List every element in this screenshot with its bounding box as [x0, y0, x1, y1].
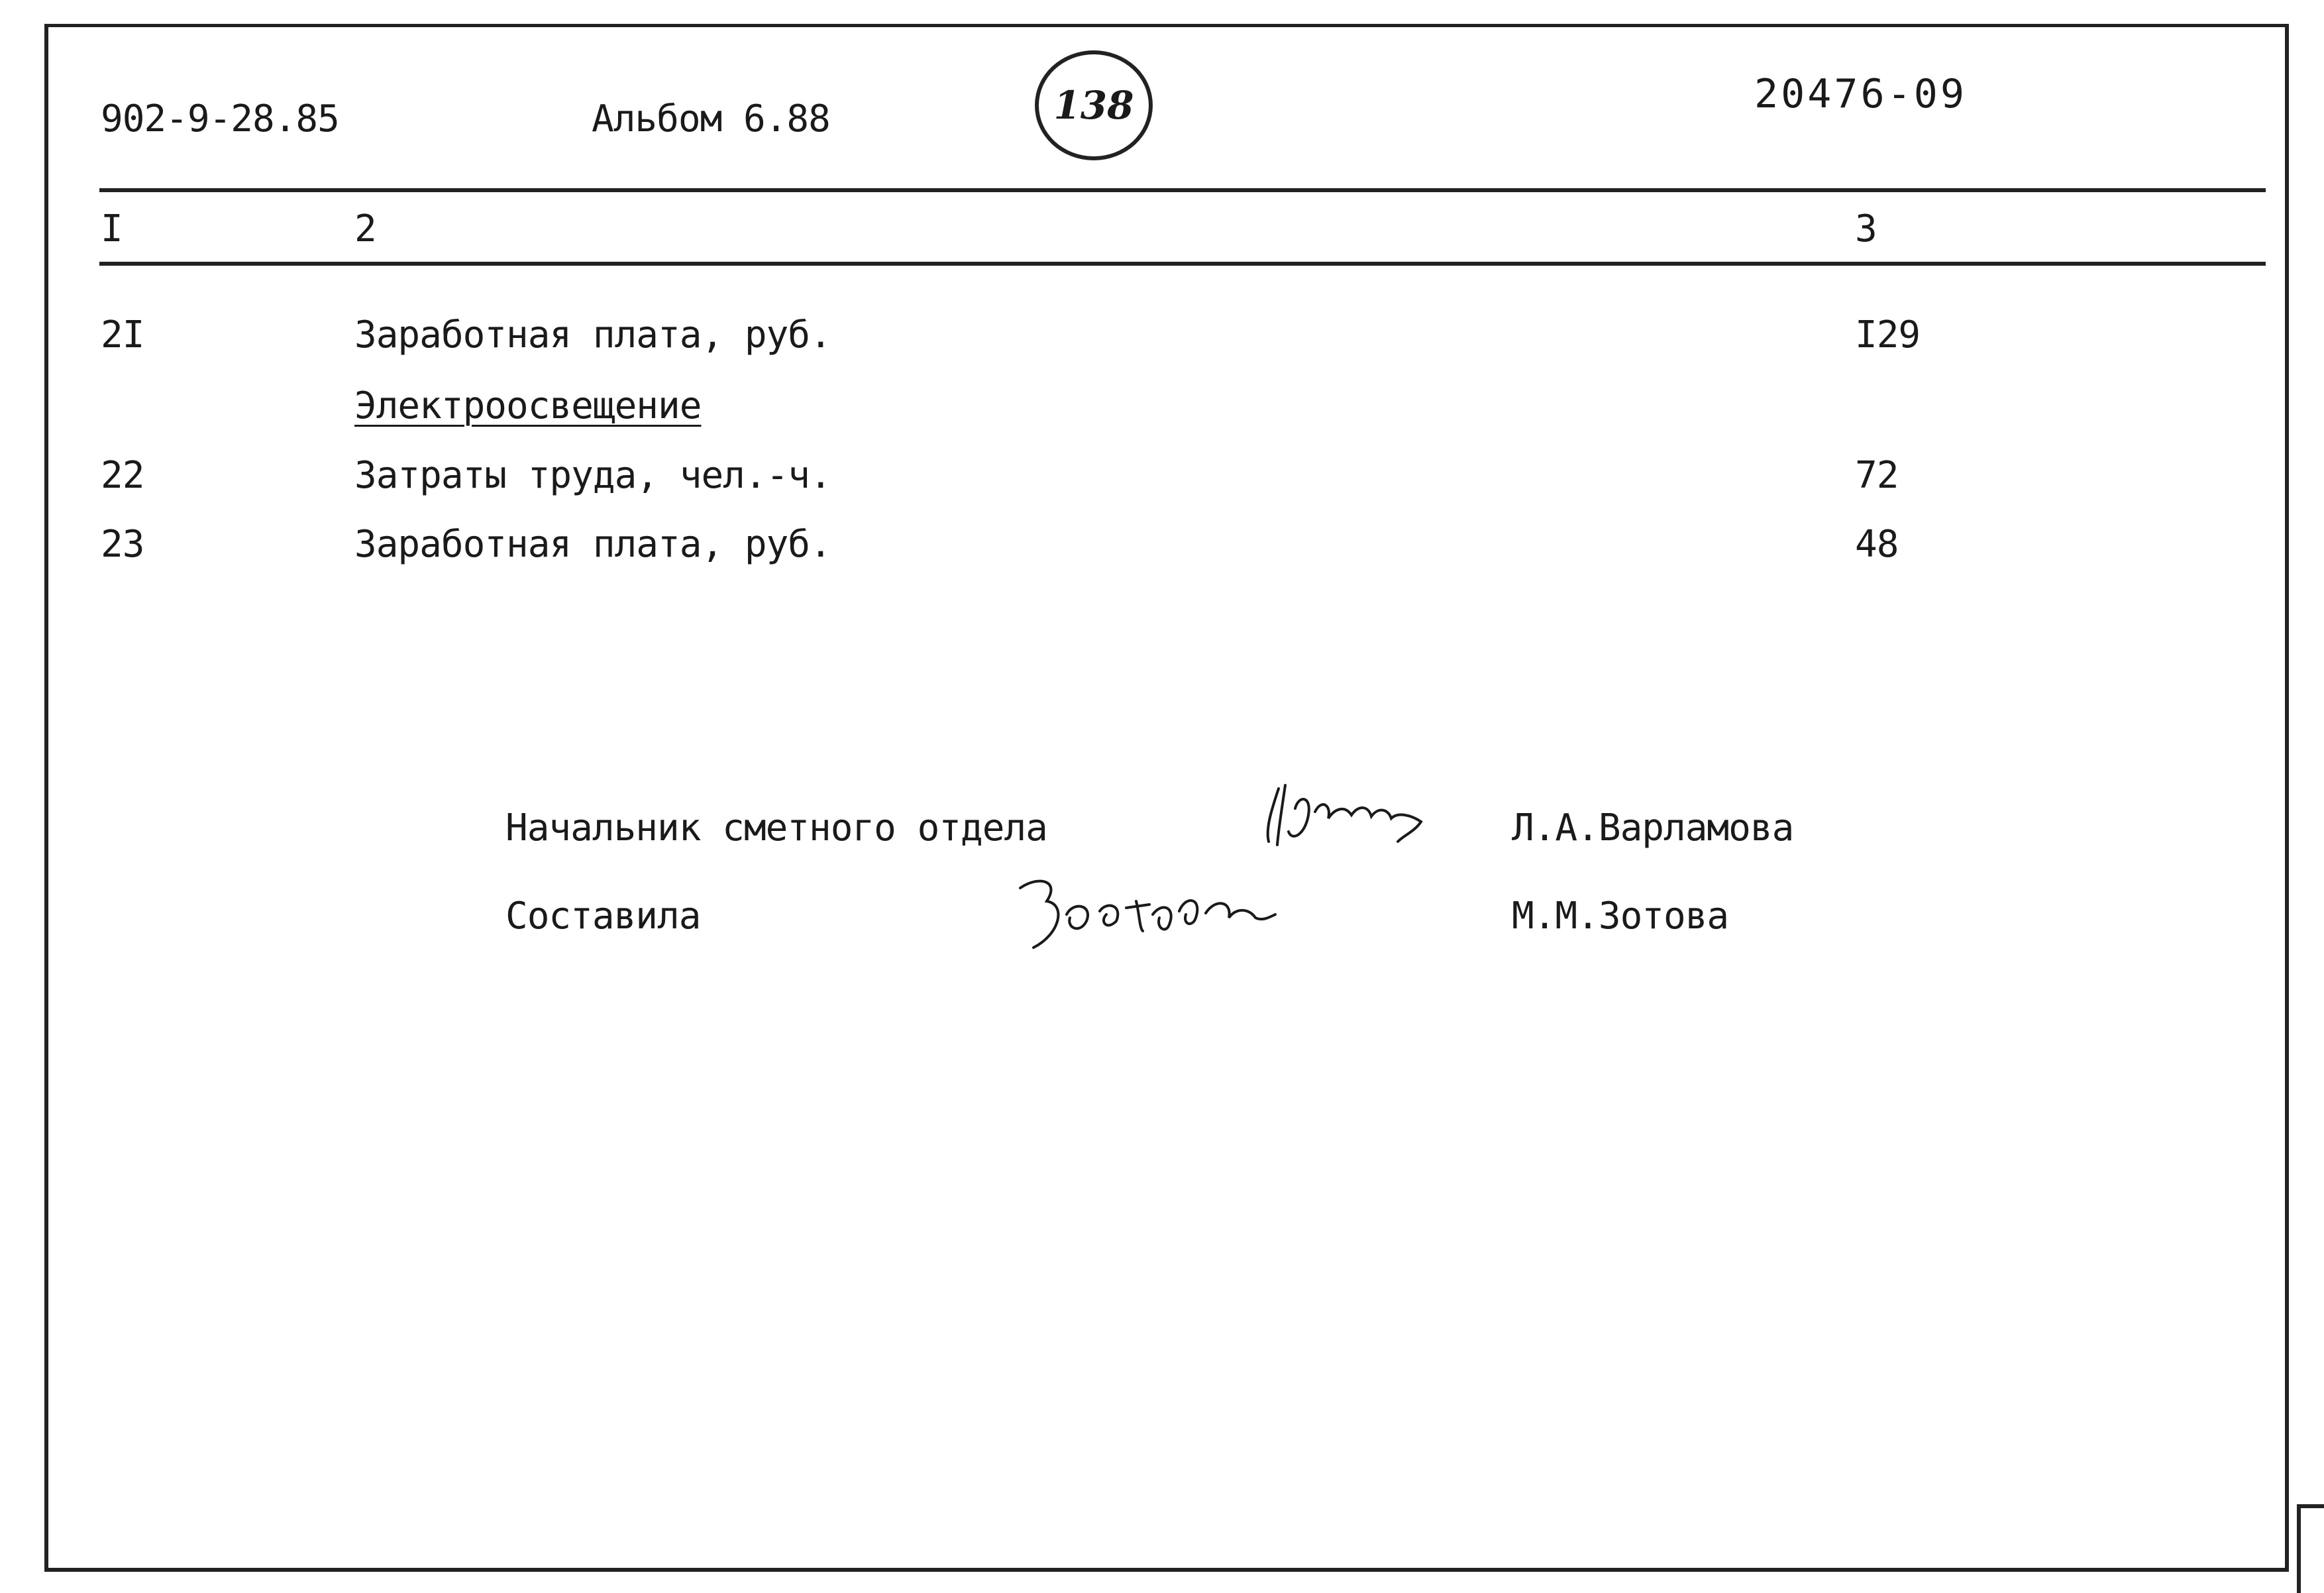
document-number: 20476-09 [1754, 71, 1967, 117]
page-number-stamp [1035, 50, 1153, 160]
compiler-name: М.М.Зотова [1512, 895, 1729, 938]
row-number: 2I [101, 313, 144, 357]
row-description: Заработная плата, руб. [354, 523, 831, 566]
compiler-signature [1007, 861, 1285, 961]
page-frame [44, 24, 2289, 1572]
head-name: Л.А.Варламова [1512, 806, 1794, 850]
section-heading: Электроосвещение [354, 384, 702, 427]
album-label: Альбом 6.88 [592, 97, 830, 140]
row-description: Затраты труда, чел.-ч. [354, 454, 831, 497]
head-of-department-title: Начальник сметного отдела [505, 806, 1047, 850]
compiler-title: Составила [505, 895, 701, 938]
head-signature-drawing [1259, 769, 1438, 855]
column-header-3: 3 [1855, 207, 1877, 250]
row-number: 23 [101, 523, 144, 566]
row-number: 22 [101, 454, 144, 497]
compiler-signature-drawing [1007, 861, 1285, 961]
row-value: 48 [1855, 523, 1899, 566]
table-top-rule [99, 188, 2266, 192]
table-header-rule [99, 262, 2266, 266]
column-header-2: 2 [354, 207, 376, 250]
row-description: Заработная плата, руб. [354, 313, 831, 357]
project-code: 902-9-28.85 [101, 97, 339, 140]
head-signature [1259, 769, 1438, 855]
corner-mark [2297, 1504, 2324, 1593]
row-value: 72 [1855, 454, 1899, 497]
row-value: I29 [1855, 313, 1921, 357]
column-header-1: I [101, 207, 123, 250]
page-number: 138 [1053, 83, 1134, 128]
